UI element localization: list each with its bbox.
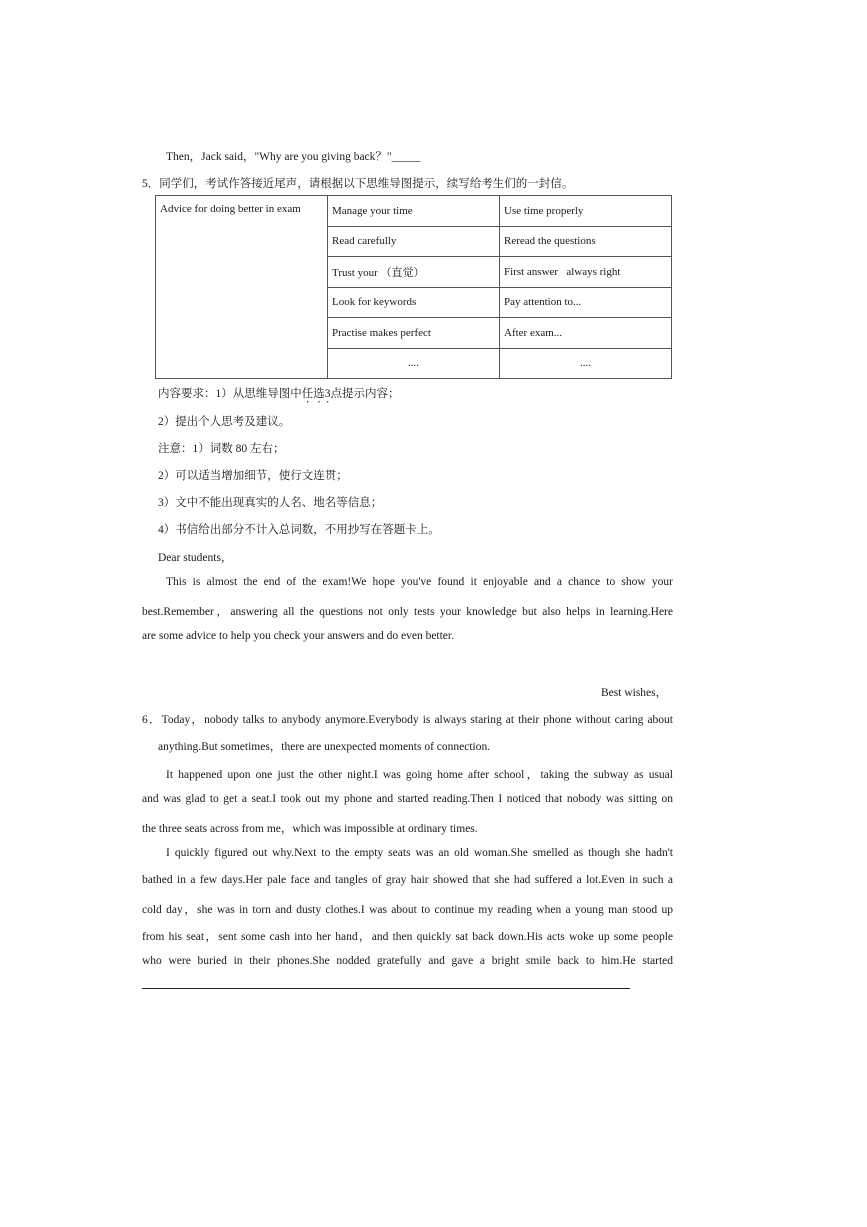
- mind-map-detail: ....: [500, 348, 672, 379]
- mind-map-topic: ....: [328, 348, 500, 379]
- q6-text-line: from his seat，sent some cash into her hand，and then quickly sat back down.His acts woke up some people: [142, 931, 673, 943]
- letter-closing: Best wishes，: [601, 687, 668, 699]
- q6-text-line: anything.But sometimes，there are unexpected moments of connection.: [158, 741, 491, 753]
- mind-map-table: [155, 195, 672, 379]
- req-emphasis: 任选3: [301, 388, 331, 400]
- q6-text-line: 6．Today，nobody talks to anybody anymore.Everybody is always staring at their phone without caring about: [142, 714, 673, 726]
- q6-text-line: the three seats across from me，which was impossible at ordinary times.: [142, 823, 478, 835]
- mind-map-topic: Look for keywords: [328, 287, 500, 318]
- page-footer-rule: [142, 988, 630, 989]
- mind-map-detail: After exam...: [500, 318, 672, 349]
- mind-map-detail: Reread the questions: [500, 226, 672, 257]
- mind-map-detail: Use time properly: [500, 196, 672, 227]
- table-row: [156, 196, 672, 227]
- mind-map-topic: Practise makes perfect: [328, 318, 500, 349]
- content-requirement-2: 2）提出个人思考及建议。: [158, 416, 291, 428]
- mind-map-detail: Pay attention to...: [500, 287, 672, 318]
- req-tail: 点提示内容；: [330, 388, 400, 400]
- mind-map-root: Advice for doing better in exam: [156, 196, 328, 379]
- q5-prompt: 5．同学们，考试作答接近尾声，请根据以下思维导图提示，续写给考生们的一封信。: [142, 178, 574, 190]
- q6-text-line: cold day，she was in torn and dusty clothes.I was about to continue my reading when a young man stood up: [142, 904, 673, 916]
- note-2: 2）可以适当增加细节，使行文连贯；: [158, 470, 348, 482]
- q4-tail-line: Then，Jack said，"Why are you giving back？"_____: [166, 151, 421, 163]
- q6-text-line: I quickly figured out why.Next to the empty seats was an old woman.She smelled as though she hadn't: [166, 847, 673, 859]
- req-lead: 内容要求：1）从思维导图中: [158, 388, 302, 400]
- mind-map-topic: Trust your （直觉）: [328, 257, 500, 288]
- mind-map-topic: Manage your time: [328, 196, 500, 227]
- q6-text-line: and was glad to get a seat.I took out my phone and started reading.Then I noticed that nobody was sitting on: [142, 793, 673, 805]
- mind-map-detail: First answer always right: [500, 257, 672, 288]
- letter-body-line: best.Remember，answering all the questions not only tests your knowledge but also helps in learning.Here: [142, 606, 673, 618]
- q6-text-line: who were buried in their phones.She nodded gratefully and gave a bright smile back to him.He started: [142, 955, 673, 967]
- q6-text-line: bathed in a few days.Her pale face and tangles of gray hair showed that she had suffered a lot.Even in such a: [142, 874, 673, 886]
- note-4: 4）书信给出部分不计入总词数，不用抄写在答题卡上。: [158, 524, 440, 536]
- q6-text-line: It happened upon one just the other night.I was going home after school，taking the subway as usual: [166, 769, 673, 781]
- letter-salutation: Dear students，: [158, 552, 233, 564]
- note-3: 3）文中不能出现真实的人名、地名等信息；: [158, 497, 383, 509]
- content-requirement-1: [158, 385, 400, 406]
- letter-body-line: are some advice to help you check your answers and do even better.: [142, 630, 454, 642]
- mind-map-topic: Read carefully: [328, 226, 500, 257]
- note-1: 注意：1）词数 80 左右；: [158, 443, 285, 455]
- letter-body-line: This is almost the end of the exam!We hope you've found it enjoyable and a chance to show your: [166, 576, 673, 588]
